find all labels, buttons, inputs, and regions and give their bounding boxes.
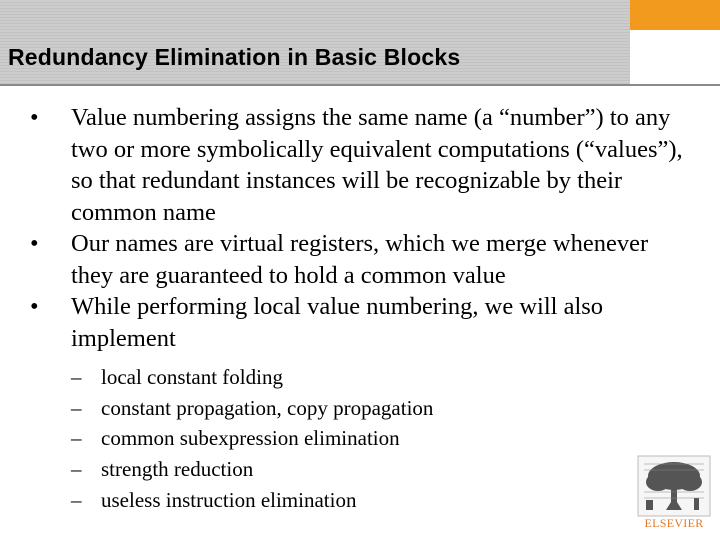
accent-strip [630,0,720,30]
bullet-item [0,102,720,228]
sub-bullet-text: common subexpression elimination [101,426,400,451]
bullet-list [0,102,720,354]
title-bar [0,0,630,84]
bullet-marker: • [30,104,39,131]
bullet-marker: • [30,293,39,320]
sub-bullet-list [0,362,720,516]
bullet-marker: • [30,230,39,257]
title-divider [0,84,720,86]
sub-bullet-text: constant propagation, copy propagation [101,395,434,420]
sub-bullet-text: local constant folding [101,365,283,389]
sub-bullet-item [0,454,720,485]
bullet-text: Our names are virtual registers, which we merge whenever they are guaranteed to hold a common value [71,230,649,289]
sub-bullet-item [0,485,720,516]
sub-bullet-item [0,362,720,393]
dash-marker: – [71,487,82,512]
accent-gap [630,30,720,84]
sub-bullet-text: strength reduction [101,457,254,482]
bullet-text: Value numbering assigns the same name (a “number”) to any two or more symbolically equivalent computations (“values”), so that redundant instances will be recognizable by their common name [71,104,683,226]
bullet-text: While performing local value numbering, we will also implement [71,293,604,352]
slide-title: Redundancy Elimination in Basic Blocks [8,44,461,70]
dash-marker: – [71,457,82,482]
sub-bullet-text: useless instruction elimination [101,487,357,512]
sub-bullet-item [0,393,720,424]
sub-bullet-item [0,423,720,454]
bullet-item [0,228,720,291]
bullet-item [0,291,720,354]
dash-marker: – [71,395,82,420]
dash-marker: – [71,426,82,451]
dash-marker: – [71,365,82,389]
elsevier-logo-text: ELSEVIER [644,516,704,530]
